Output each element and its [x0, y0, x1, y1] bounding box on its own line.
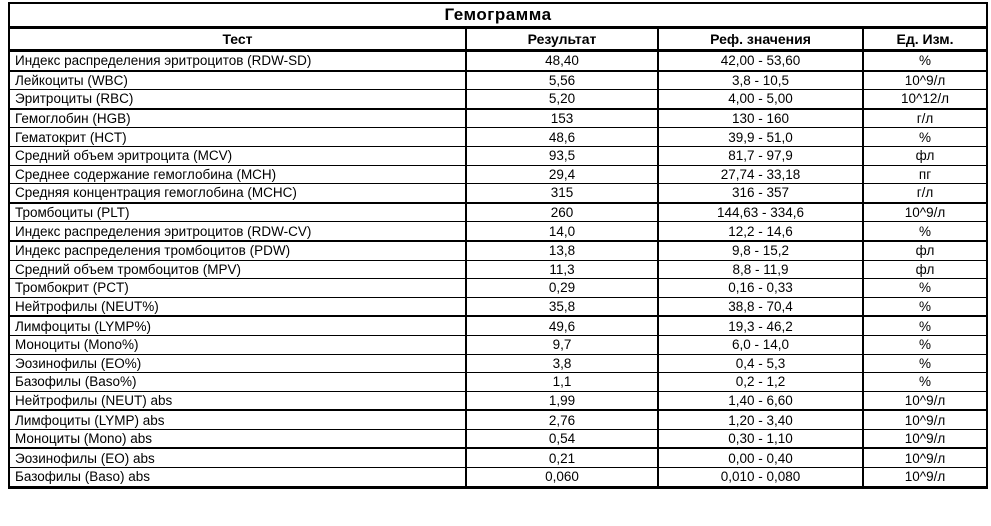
- ref-range-cell: 316 - 357: [658, 184, 863, 203]
- test-cell: Индекс распределения тромбоцитов (PDW): [9, 241, 466, 260]
- table-row: [9, 354, 987, 373]
- test-cell: Тромбоциты (PLT): [9, 203, 466, 222]
- test-cell: Лейкоциты (WBC): [9, 71, 466, 90]
- unit-cell: г/л: [863, 184, 987, 203]
- result-cell: 48,6: [466, 128, 658, 147]
- table-row: [9, 468, 987, 488]
- test-cell: Средний объем тромбоцитов (MPV): [9, 260, 466, 279]
- table-row: [9, 241, 987, 260]
- unit-cell: 10^9/л: [863, 429, 987, 448]
- hemogram-table: [8, 2, 988, 489]
- unit-cell: 10^9/л: [863, 71, 987, 90]
- ref-range-cell: 42,00 - 53,60: [658, 51, 863, 71]
- unit-cell: фл: [863, 260, 987, 279]
- table-title-row: [9, 3, 987, 28]
- table-row: [9, 410, 987, 429]
- unit-cell: %: [863, 316, 987, 335]
- result-cell: 11,3: [466, 260, 658, 279]
- result-cell: 260: [466, 203, 658, 222]
- ref-range-cell: 81,7 - 97,9: [658, 146, 863, 165]
- ref-range-cell: 6,0 - 14,0: [658, 335, 863, 354]
- result-cell: 1,99: [466, 391, 658, 410]
- table-row: [9, 448, 987, 467]
- test-cell: Тромбокрит (PCT): [9, 279, 466, 298]
- ref-range-cell: 0,010 - 0,080: [658, 468, 863, 488]
- table-row: [9, 71, 987, 90]
- table-row: [9, 222, 987, 241]
- ref-range-cell: 144,63 - 334,6: [658, 203, 863, 222]
- table-row: [9, 51, 987, 71]
- test-cell: Средний объем эритроцита (MCV): [9, 146, 466, 165]
- test-cell: Базофилы (Baso) abs: [9, 468, 466, 488]
- test-cell: Лимфоциты (LYMP%): [9, 316, 466, 335]
- ref-range-cell: 0,30 - 1,10: [658, 429, 863, 448]
- result-cell: 49,6: [466, 316, 658, 335]
- unit-cell: 10^9/л: [863, 203, 987, 222]
- ref-range-cell: 130 - 160: [658, 109, 863, 128]
- result-cell: 0,29: [466, 279, 658, 298]
- result-cell: 3,8: [466, 354, 658, 373]
- result-cell: 29,4: [466, 165, 658, 184]
- table-row: [9, 109, 987, 128]
- table-row: [9, 391, 987, 410]
- ref-range-cell: 19,3 - 46,2: [658, 316, 863, 335]
- test-cell: Среднее содержание гемоглобина (MCH): [9, 165, 466, 184]
- ref-range-cell: 27,74 - 33,18: [658, 165, 863, 184]
- unit-cell: %: [863, 297, 987, 316]
- test-cell: Индекс распределения эритроцитов (RDW-SD): [9, 51, 466, 71]
- test-cell: Средняя концентрация гемоглобина (MCHC): [9, 184, 466, 203]
- result-cell: 93,5: [466, 146, 658, 165]
- column-header-result: Результат: [466, 28, 658, 51]
- result-cell: 0,060: [466, 468, 658, 488]
- table-row: [9, 260, 987, 279]
- table-row: [9, 165, 987, 184]
- result-cell: 2,76: [466, 410, 658, 429]
- result-cell: 5,56: [466, 71, 658, 90]
- table-row: [9, 203, 987, 222]
- result-cell: 48,40: [466, 51, 658, 71]
- ref-range-cell: 4,00 - 5,00: [658, 90, 863, 109]
- test-cell: Лимфоциты (LYMP) abs: [9, 410, 466, 429]
- table-row: [9, 90, 987, 109]
- page-title: Гемограмма: [9, 3, 987, 28]
- ref-range-cell: 3,8 - 10,5: [658, 71, 863, 90]
- test-cell: Моноциты (Mono) abs: [9, 429, 466, 448]
- unit-cell: %: [863, 222, 987, 241]
- unit-cell: 10^9/л: [863, 448, 987, 467]
- result-cell: 14,0: [466, 222, 658, 241]
- table-row: [9, 146, 987, 165]
- unit-cell: 10^9/л: [863, 410, 987, 429]
- ref-range-cell: 0,16 - 0,33: [658, 279, 863, 298]
- result-cell: 5,20: [466, 90, 658, 109]
- test-cell: Гематокрит (HCT): [9, 128, 466, 147]
- test-cell: Эозинофилы (EO%): [9, 354, 466, 373]
- ref-range-cell: 38,8 - 70,4: [658, 297, 863, 316]
- result-cell: 315: [466, 184, 658, 203]
- table-row: [9, 335, 987, 354]
- result-cell: 153: [466, 109, 658, 128]
- unit-cell: фл: [863, 241, 987, 260]
- test-cell: Нейтрофилы (NEUT) abs: [9, 391, 466, 410]
- unit-cell: %: [863, 128, 987, 147]
- unit-cell: %: [863, 354, 987, 373]
- ref-range-cell: 12,2 - 14,6: [658, 222, 863, 241]
- column-header-test: Тест: [9, 28, 466, 51]
- table-row: [9, 184, 987, 203]
- table-row: [9, 373, 987, 392]
- unit-cell: 10^12/л: [863, 90, 987, 109]
- result-cell: 9,7: [466, 335, 658, 354]
- column-header-unit: Ед. Изм.: [863, 28, 987, 51]
- table-row: [9, 429, 987, 448]
- table-row: [9, 128, 987, 147]
- test-cell: Индекс распределения эритроцитов (RDW-CV): [9, 222, 466, 241]
- result-cell: 0,54: [466, 429, 658, 448]
- unit-cell: г/л: [863, 109, 987, 128]
- unit-cell: 10^9/л: [863, 468, 987, 488]
- unit-cell: 10^9/л: [863, 391, 987, 410]
- ref-range-cell: 39,9 - 51,0: [658, 128, 863, 147]
- test-cell: Эозинофилы (EO) abs: [9, 448, 466, 467]
- table-body: [9, 51, 987, 488]
- unit-cell: %: [863, 279, 987, 298]
- table-row: [9, 279, 987, 298]
- unit-cell: фл: [863, 146, 987, 165]
- unit-cell: %: [863, 373, 987, 392]
- ref-range-cell: 0,2 - 1,2: [658, 373, 863, 392]
- result-cell: 13,8: [466, 241, 658, 260]
- unit-cell: пг: [863, 165, 987, 184]
- test-cell: Нейтрофилы (NEUT%): [9, 297, 466, 316]
- ref-range-cell: 8,8 - 11,9: [658, 260, 863, 279]
- table-header-row: [9, 28, 987, 51]
- result-cell: 1,1: [466, 373, 658, 392]
- ref-range-cell: 0,00 - 0,40: [658, 448, 863, 467]
- test-cell: Гемоглобин (HGB): [9, 109, 466, 128]
- table-row: [9, 297, 987, 316]
- test-cell: Эритроциты (RBC): [9, 90, 466, 109]
- ref-range-cell: 1,40 - 6,60: [658, 391, 863, 410]
- test-cell: Моноциты (Mono%): [9, 335, 466, 354]
- ref-range-cell: 0,4 - 5,3: [658, 354, 863, 373]
- ref-range-cell: 1,20 - 3,40: [658, 410, 863, 429]
- table-row: [9, 316, 987, 335]
- result-cell: 0,21: [466, 448, 658, 467]
- result-cell: 35,8: [466, 297, 658, 316]
- ref-range-cell: 9,8 - 15,2: [658, 241, 863, 260]
- column-header-ref: Реф. значения: [658, 28, 863, 51]
- unit-cell: %: [863, 51, 987, 71]
- test-cell: Базофилы (Baso%): [9, 373, 466, 392]
- unit-cell: %: [863, 335, 987, 354]
